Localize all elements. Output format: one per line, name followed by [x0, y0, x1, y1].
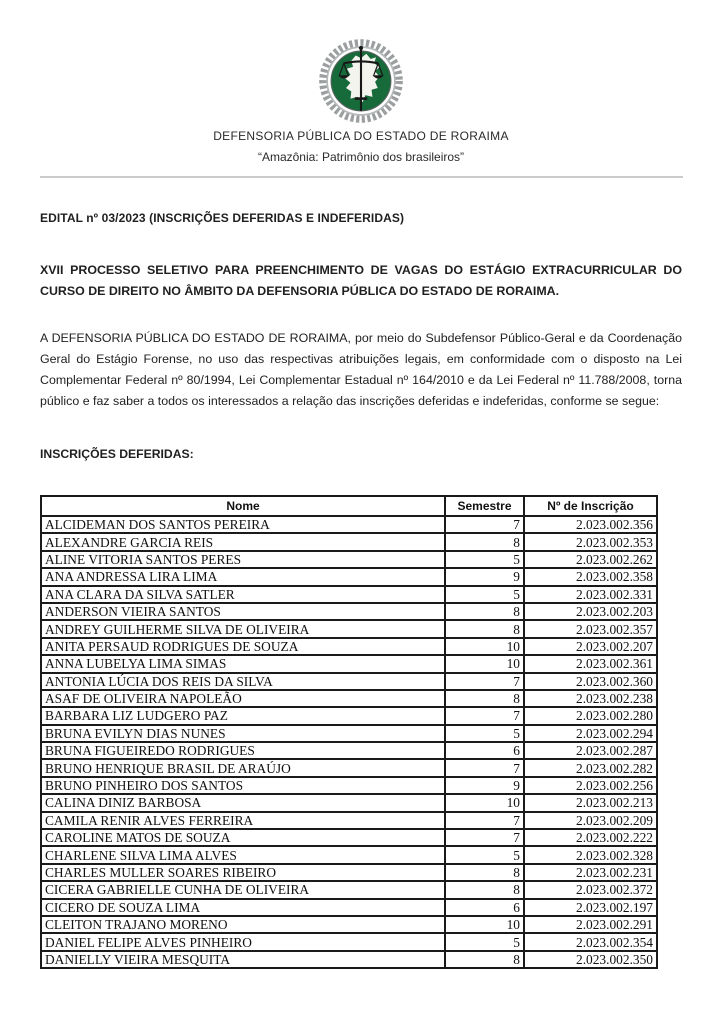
cell-semester: 6: [445, 899, 524, 916]
cell-inscription: 2.023.002.280: [524, 707, 657, 724]
column-header-semestre: Semestre: [445, 496, 524, 516]
cell-name: DANIEL FELIPE ALVES PINHEIRO: [41, 933, 445, 950]
process-title: XVII PROCESSO SELETIVO PARA PREENCHIMENTO DE VAGAS DO ESTÁGIO EXTRACURRICULAR DO CURSO DE DIREITO NO ÂMBITO DA DEFENSORIA PÚBLICA DO ESTADO DE RORAIMA.: [40, 263, 682, 298]
table-row: [41, 829, 657, 846]
cell-semester: 8: [445, 533, 524, 550]
cell-semester: 7: [445, 673, 524, 690]
table-row: [41, 533, 657, 550]
cell-name: ANTONIA LÚCIA DOS REIS DA SILVA: [41, 673, 445, 690]
table-row: [41, 846, 657, 863]
cell-semester: 5: [445, 586, 524, 603]
table-row: [41, 951, 657, 968]
column-header-inscricao: Nº de Inscrição: [524, 496, 657, 516]
cell-inscription: 2.023.002.357: [524, 620, 657, 637]
cell-semester: 7: [445, 707, 524, 724]
cell-name: BRUNO PINHEIRO DOS SANTOS: [41, 777, 445, 794]
cell-inscription: 2.023.002.354: [524, 933, 657, 950]
cell-name: ANA CLARA DA SILVA SATLER: [41, 586, 445, 603]
cell-semester: 6: [445, 742, 524, 759]
cell-name: CAROLINE MATOS DE SOUZA: [41, 829, 445, 846]
org-slogan: “Amazônia: Patrimônio dos brasileiros”: [257, 150, 465, 164]
cell-inscription: 2.023.002.356: [524, 516, 657, 533]
cell-inscription: 2.023.002.328: [524, 846, 657, 863]
cell-inscription: 2.023.002.358: [524, 568, 657, 585]
cell-inscription: 2.023.002.282: [524, 759, 657, 776]
cell-inscription: 2.023.002.203: [524, 603, 657, 620]
cell-name: ALEXANDRE GARCIA REIS: [41, 533, 445, 550]
cell-name: ANNA LUBELYA LIMA SIMAS: [41, 655, 445, 672]
column-header-nome: Nome: [41, 496, 445, 516]
table-row: [41, 916, 657, 933]
cell-semester: 5: [445, 551, 524, 568]
inscriptions-table: [40, 495, 658, 969]
cell-semester: 7: [445, 516, 524, 533]
table-row: [41, 759, 657, 776]
table-row: [41, 899, 657, 916]
cell-inscription: 2.023.002.262: [524, 551, 657, 568]
table-row: [41, 568, 657, 585]
cell-semester: 7: [445, 759, 524, 776]
cell-inscription: 2.023.002.222: [524, 829, 657, 846]
table-row: [41, 881, 657, 898]
cell-name: ANDERSON VIEIRA SANTOS: [41, 603, 445, 620]
table-row: [41, 551, 657, 568]
table-row: [41, 620, 657, 637]
cell-inscription: 2.023.002.209: [524, 812, 657, 829]
cell-name: ALINE VITORIA SANTOS PERES: [41, 551, 445, 568]
cell-semester: 9: [445, 568, 524, 585]
cell-name: BRUNO HENRIQUE BRASIL DE ARAÚJO: [41, 759, 445, 776]
cell-semester: 10: [445, 638, 524, 655]
cell-inscription: 2.023.002.360: [524, 673, 657, 690]
cell-semester: 5: [445, 933, 524, 950]
table-row: [41, 794, 657, 811]
table-row: [41, 655, 657, 672]
table-row: [41, 812, 657, 829]
cell-name: DANIELLY VIEIRA MESQUITA: [41, 951, 445, 968]
cell-semester: 10: [445, 655, 524, 672]
cell-inscription: 2.023.002.350: [524, 951, 657, 968]
cell-name: CALINA DINIZ BARBOSA: [41, 794, 445, 811]
header-divider: [40, 176, 683, 178]
cell-inscription: 2.023.002.256: [524, 777, 657, 794]
table-row: [41, 673, 657, 690]
cell-semester: 5: [445, 846, 524, 863]
intro-paragraph: A DEFENSORIA PÚBLICA DO ESTADO DE RORAIMA, por meio do Subdefensor Público-Geral e da Coordenação Geral do Estágio Forense, no uso das respectivas atribuições legais, em conformidade com o disposto na Lei Complementar Federal nº 80/1994, Lei Complementar Estadual nº 164/2010 e da Lei Federal nº 11.788/2008, torna público e faz saber a todos os interessados a relação das inscrições deferidas e indeferidas, conforme se segue:: [40, 331, 682, 408]
cell-name: CICERA GABRIELLE CUNHA DE OLIVEIRA: [41, 881, 445, 898]
justice-scales-seal-icon: [317, 37, 405, 125]
table-row: [41, 933, 657, 950]
table-row: [41, 690, 657, 707]
cell-semester: 8: [445, 690, 524, 707]
cell-semester: 8: [445, 864, 524, 881]
cell-semester: 8: [445, 951, 524, 968]
cell-semester: 5: [445, 725, 524, 742]
table-row: [41, 707, 657, 724]
letterhead: [0, 129, 722, 164]
cell-inscription: 2.023.002.197: [524, 899, 657, 916]
cell-inscription: 2.023.002.294: [524, 725, 657, 742]
table-row: [41, 638, 657, 655]
cell-semester: 10: [445, 916, 524, 933]
table-row: [41, 516, 657, 533]
cell-name: ALCIDEMAN DOS SANTOS PEREIRA: [41, 516, 445, 533]
table-row: [41, 864, 657, 881]
cell-semester: 8: [445, 881, 524, 898]
cell-inscription: 2.023.002.213: [524, 794, 657, 811]
cell-inscription: 2.023.002.207: [524, 638, 657, 655]
cell-name: ANDREY GUILHERME SILVA DE OLIVEIRA: [41, 620, 445, 637]
table-row: [41, 603, 657, 620]
cell-name: CLEITON TRAJANO MORENO: [41, 916, 445, 933]
cell-name: CICERO DE SOUZA LIMA: [41, 899, 445, 916]
table-body: [41, 516, 657, 968]
section-heading-inscricoes-deferidas: INSCRIÇÕES DEFERIDAS:: [40, 447, 194, 461]
cell-inscription: 2.023.002.291: [524, 916, 657, 933]
table-row: [41, 586, 657, 603]
cell-semester: 7: [445, 812, 524, 829]
cell-name: CAMILA RENIR ALVES FERREIRA: [41, 812, 445, 829]
cell-semester: 9: [445, 777, 524, 794]
cell-name: ANA ANDRESSA LIRA LIMA: [41, 568, 445, 585]
cell-inscription: 2.023.002.231: [524, 864, 657, 881]
cell-inscription: 2.023.002.238: [524, 690, 657, 707]
cell-inscription: 2.023.002.331: [524, 586, 657, 603]
cell-inscription: 2.023.002.361: [524, 655, 657, 672]
cell-name: BARBARA LIZ LUDGERO PAZ: [41, 707, 445, 724]
cell-name: ANITA PERSAUD RODRIGUES DE SOUZA: [41, 638, 445, 655]
table-row: [41, 777, 657, 794]
cell-name: BRUNA EVILYN DIAS NUNES: [41, 725, 445, 742]
table-row: [41, 725, 657, 742]
cell-inscription: 2.023.002.372: [524, 881, 657, 898]
cell-inscription: 2.023.002.287: [524, 742, 657, 759]
org-name: DEFENSORIA PÚBLICA DO ESTADO DE RORAIMA: [213, 129, 509, 143]
cell-name: CHARLES MULLER SOARES RIBEIRO: [41, 864, 445, 881]
cell-semester: 8: [445, 603, 524, 620]
cell-name: ASAF DE OLIVEIRA NAPOLEÃO: [41, 690, 445, 707]
edital-title: EDITAL nº 03/2023 (INSCRIÇÕES DEFERIDAS E INDEFERIDAS): [40, 211, 405, 225]
cell-name: BRUNA FIGUEIREDO RODRIGUES: [41, 742, 445, 759]
cell-semester: 7: [445, 829, 524, 846]
cell-semester: 10: [445, 794, 524, 811]
table-header-row: [41, 496, 657, 516]
cell-semester: 8: [445, 620, 524, 637]
cell-inscription: 2.023.002.353: [524, 533, 657, 550]
table-row: [41, 742, 657, 759]
cell-name: CHARLENE SILVA LIMA ALVES: [41, 846, 445, 863]
